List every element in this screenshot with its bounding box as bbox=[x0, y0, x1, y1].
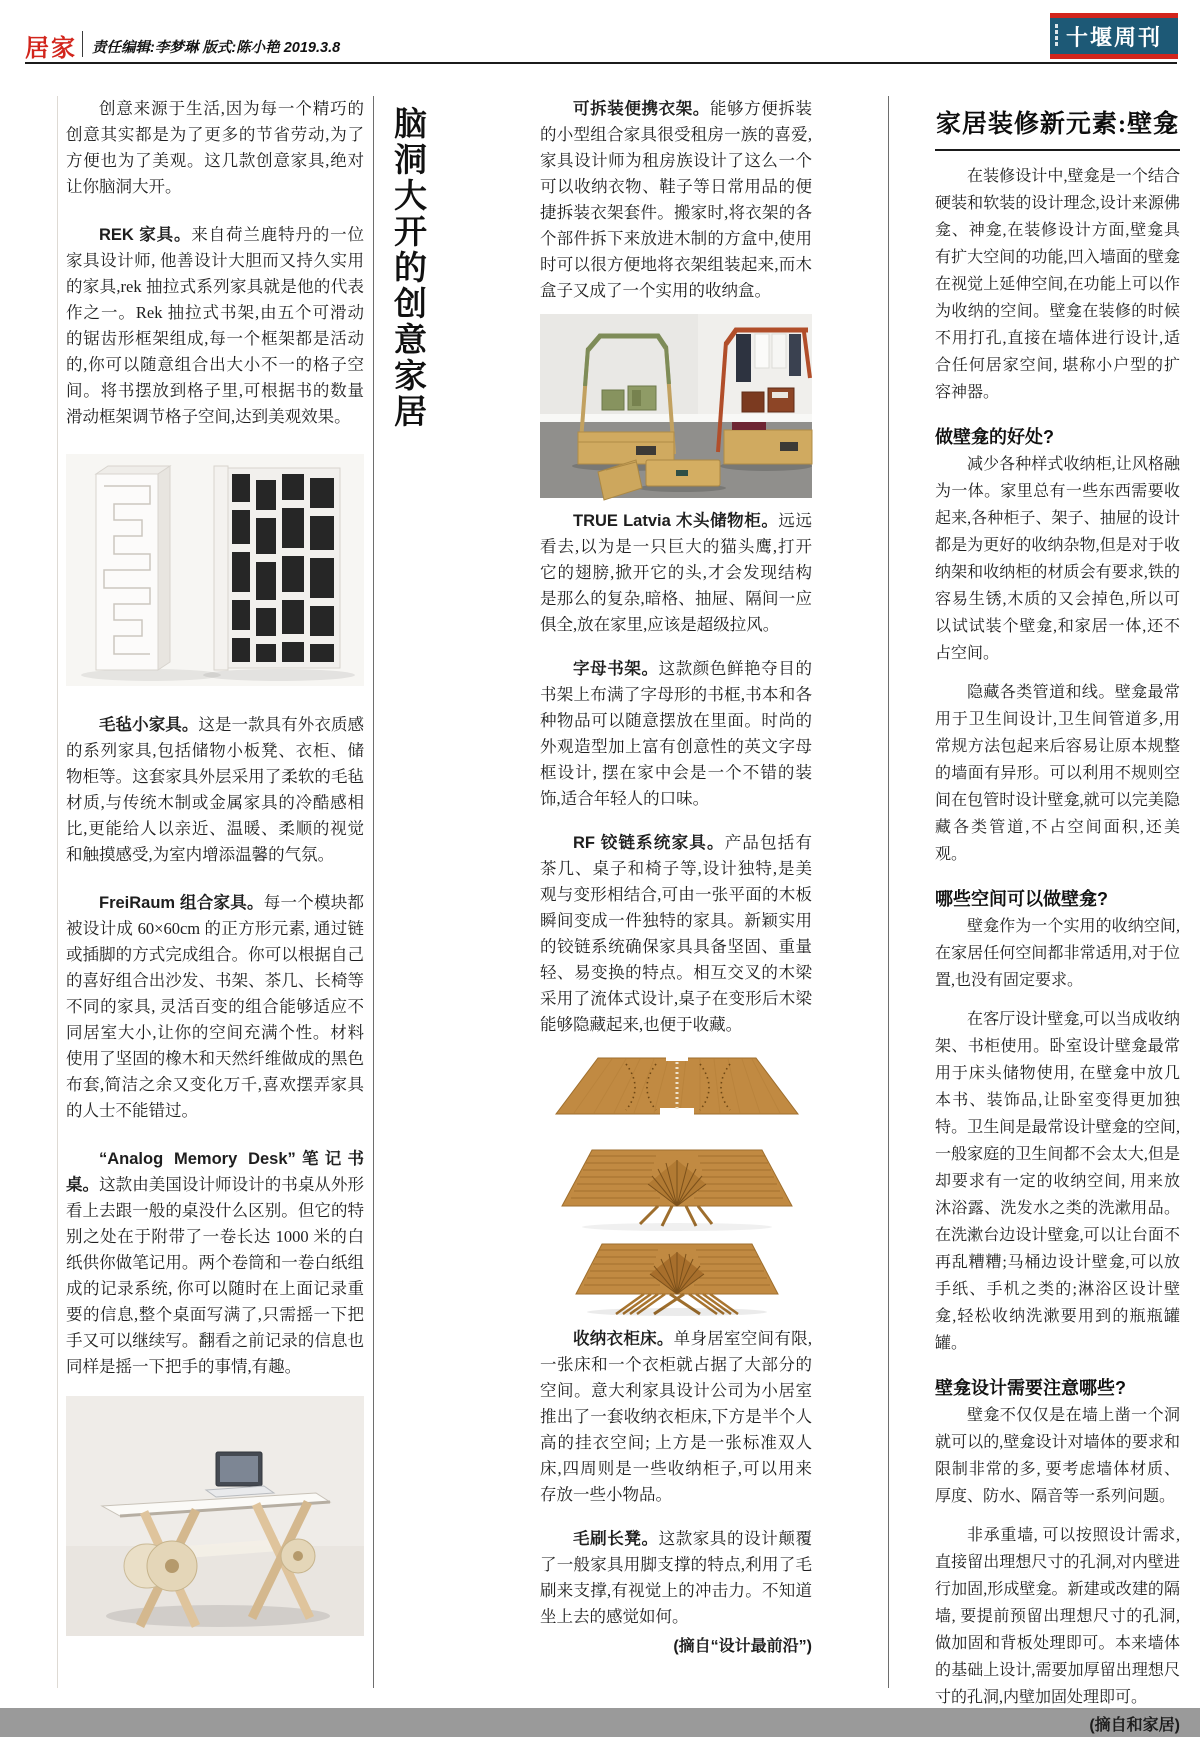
item-brush-bench-text: 这款家具的设计颠覆了一般家具用脚支撑的特点,利用了毛刷来支撑,有视觉上的冲击力。不知道坐上去的感觉如何。 bbox=[540, 1529, 813, 1626]
niche-article-source: (摘自和家居) bbox=[1089, 1717, 1180, 1734]
item-letter-shelf-text: 这款颜色鲜艳夺目的书架上布满了字母形的书框,书本和各种物品可以随意摆放在里面。时尚的外观造型加上富有创意性的英文字母框设计, 摆在家中会是一个不错的装饰,适合年轻人的口味。 bbox=[540, 659, 813, 808]
niche-section-3-para-1: 壁龛不仅仅是在墙上凿一个洞就可以的,壁龛设计对墙体的要求和限制非常的多, 要考虑墙体材质、厚度、防水、隔音等一系列问题。 bbox=[935, 1407, 1180, 1505]
item-wardrobe-bed bbox=[540, 1326, 812, 1508]
item-letter-shelf bbox=[540, 656, 812, 812]
intro-paragraph: 创意来源于生活,因为每一个精巧的创意其实都是为了更多的节省劳动,为了方便也为了美观。这几款创意家具,绝对让你脑洞大开。 bbox=[66, 99, 364, 196]
item-true-latvia-lead: TRUE Latvia 木头储物柜。 bbox=[573, 512, 779, 530]
item-freiraum-lead: FreiRaum 组合家具。 bbox=[99, 894, 264, 912]
item-wardrobe-bed-text: 单身居室空间有限,一张床和一个衣柜就占据了大部分的空间。意大利家具设计公司为小居室推出了一套收纳衣柜床,下方是半个人高的挂衣空间; 上方是一张标准双人床,四周则是一些收纳柜子,可以用来存放一些小物品。 bbox=[540, 1329, 813, 1504]
header-divider bbox=[82, 31, 83, 57]
section-label: 居家 bbox=[25, 35, 77, 62]
editor-credit-line: 责任编辑:李梦琳 版式:陈小艳 2019.3.8 bbox=[92, 40, 341, 56]
item-true-latvia bbox=[540, 508, 812, 638]
item-true-latvia-text: 远远看去,以为是一只巨大的猫头鹰,打开它的翅膀,掀开它的头,才会发现结构是那么的复杂,暗格、抽屉、隔间一应俱全,放在家里,应该是超级拉风。 bbox=[540, 511, 813, 634]
niche-article-title: 家居装修新元素:壁龛 bbox=[935, 104, 1180, 151]
middle-column bbox=[540, 96, 812, 1658]
niche-section-2-para-1: 壁龛作为一个实用的收纳空间,在家居任何空间都非常适用,对于位置,也没有固定要求。 bbox=[935, 918, 1180, 989]
left-column bbox=[66, 96, 364, 1636]
header-rule bbox=[25, 62, 1177, 64]
item-freiraum bbox=[66, 890, 364, 1124]
item-analog-desk-lead: “Analog Memory Desk”笔记书桌。 bbox=[66, 1150, 364, 1194]
item-portable-rack-lead: 可拆装便携衣架。 bbox=[573, 100, 710, 118]
portable-clothes-rack-photo bbox=[540, 314, 812, 498]
item-felt bbox=[66, 712, 364, 868]
niche-intro: 在装修设计中,壁龛是一个结合硬装和软装的设计理念,设计来源佛龛、神龛,在装修设计方面,壁龛具有扩大空间的功能,凹入墙面的壁龛在视觉上延伸空间,在功能上可以作为收纳的空间。壁龛在装修的时候不用打孔,直接在墙体进行设计,适合任何居家空间, 堪称小户型的扩容神器。 bbox=[935, 168, 1180, 401]
item-analog-desk bbox=[66, 1146, 364, 1380]
item-felt-text: 这是一款具有外衣质感的系列家具,包括储物小板凳、衣柜、储物柜等。这套家具外层采用了柔软的毛毡材质,与传统木制或金属家具的冷酷感相比,更能给人以亲近、温暖、柔顺的视觉和触摸感受,为室内增添温馨的气氛。 bbox=[66, 715, 365, 864]
item-brush-bench-lead: 毛刷长凳。 bbox=[573, 1530, 659, 1548]
column-divider-2 bbox=[888, 96, 889, 1688]
item-rek bbox=[66, 222, 364, 430]
masthead-title: 十堰周刊 bbox=[1065, 24, 1162, 50]
left-page-edge-line bbox=[57, 96, 58, 1688]
niche-section-1-head: 做壁龛的好处? bbox=[935, 427, 1054, 447]
item-rek-lead: REK 家具。 bbox=[99, 226, 192, 244]
creative-article-vertical-title: 脑洞大开的创意家居 bbox=[389, 106, 425, 430]
masthead-box bbox=[1050, 13, 1178, 59]
analog-memory-desk-photo bbox=[66, 1396, 364, 1636]
item-rf-hinge-text: 产品包括有茶几、桌子和椅子等,设计独特,是美观与变形相结合,可由一张平面的木板瞬间变成一件独特的家具。新颖实用的铰链系统确保家具具备坚固、重量轻、易变换的特点。相互交叉的木梁采用了流体式设计,桌子在变形后木梁能够隐藏起来,也便于收藏。 bbox=[540, 833, 812, 1034]
rek-bookshelf-photo bbox=[66, 454, 364, 686]
right-column bbox=[935, 104, 1180, 1737]
item-felt-lead: 毛毡小家具。 bbox=[99, 716, 199, 734]
item-rf-hinge bbox=[540, 830, 812, 1038]
item-brush-bench bbox=[540, 1526, 812, 1630]
item-letter-shelf-lead: 字母书架。 bbox=[573, 660, 659, 678]
niche-section-1-para-2: 隐藏各类管道和线。壁龛最常用于卫生间设计,卫生间管道多,用常规方法包起来后容易让原本规整的墙面有异形。可以利用不规则空间在包管时设计壁龛,就可以完美隐藏各类管道,不占空间面积,还美观。 bbox=[935, 684, 1180, 863]
item-freiraum-text: 每一个模块都被设计成 60×60cm 的正方形元素, 通过链或插脚的方式完成组合。你可以根据自己的喜好组合出沙发、书架、茶几、长椅等不同的家具, 灵活百变的组合能够适应不同居室大小,让你的空间充满个性。材料使用了坚固的橡木和天然纤维做成的黑色布套,简洁之余又变化万千,喜欢摆弄家具的人士不能错过。 bbox=[66, 893, 365, 1120]
item-portable-rack bbox=[540, 96, 812, 304]
niche-section-3-head: 壁龛设计需要注意哪些? bbox=[935, 1378, 1126, 1398]
niche-section-2-head: 哪些空间可以做壁龛? bbox=[935, 889, 1108, 909]
item-wardrobe-bed-lead: 收纳衣柜床。 bbox=[573, 1330, 674, 1348]
item-rf-hinge-lead: RF 铰链系统家具。 bbox=[573, 834, 725, 852]
niche-section-3-para-2: 非承重墙, 可以按照设计需求,直接留出理想尺寸的孔洞,对内壁进行加固,形成壁龛。新建或改建的隔墙, 要提前预留出理想尺寸的孔洞,做加固和背板处理即可。本来墙体的基础上设计,需要加厚留出理想尺寸的孔洞,内壁加固处理即可。 bbox=[935, 1527, 1180, 1706]
creative-article-source: (摘自“设计最前沿”) bbox=[673, 1638, 812, 1655]
item-portable-rack-text: 能够方便拆装的小型组合家具很受租房一族的喜爱,家具设计师为租房族设计了这么一个可以收纳衣物、鞋子等日常用品的便捷拆装衣架套件。搬家时,将衣架的各个部件拆下来放进木制的方盒中,使用时可以很方便地将衣架组装起来,而木盒子又成了一个实用的收纳盒。 bbox=[540, 99, 813, 300]
rf-folding-table-photo bbox=[540, 1048, 812, 1316]
masthead-side-marks bbox=[1055, 24, 1058, 46]
item-analog-desk-text: 这款由美国设计师设计的书桌从外形看上去跟一般的桌没什么区别。但它的特别之处在于附带了一卷长达 1000 米的白纸供你做笔记用。两个卷筒和一卷白纸组成的记录系统, 你可以随时在上面记录重要的信息,整个桌面写满了,只需摇一下把手又可以继续写。翻看之前记录的信息也同样是摇一下把手的事情,有趣。 bbox=[66, 1175, 365, 1376]
column-divider-1 bbox=[373, 96, 374, 1688]
niche-section-1-para-1: 减少各种样式收纳柜,让风格融为一体。家里总有一些东西需要收起来,各种柜子、架子、抽屉的设计都是为更好的收纳杂物,但是对于收纳架和收纳柜的材质会有要求,铁的容易生锈,木质的又会掉色,所以可以试试装个壁龛,和家居一体,还不占空间。 bbox=[935, 456, 1180, 662]
niche-section-2-para-2: 在客厅设计壁龛,可以当成收纳架、书柜使用。卧室设计壁龛最常用于床头储物使用, 在壁龛中放几本书、装饰品,让卧室变得更加独特。卫生间是最常设计壁龛的空间,一般家庭的卫生间都不会太大,但是却要求有一定的收纳空间, 用来放沐浴露、洗发水之类的洗漱用品。在洗漱台边设计壁龛,可以让台面不再乱糟糟;马桶边设计壁龛,可以放手纸、手机之类的;淋浴区设计壁龛,轻松收纳洗漱要用到的瓶瓶罐罐。 bbox=[935, 1011, 1180, 1352]
item-rek-text: 来自荷兰鹿特丹的一位家具设计师, 他善设计大胆而又持久实用的家具,rek 抽拉式系列家具就是他的代表作之一。Rek 抽拉式书架,由五个可滑动的锯齿形框架组成,每一个框架都是活动的,你可以随意组合出大小不一的格子空间。将书摆放到格子里,可根据书的数量滑动框架调节格子空间,达到美观效果。 bbox=[66, 225, 365, 426]
